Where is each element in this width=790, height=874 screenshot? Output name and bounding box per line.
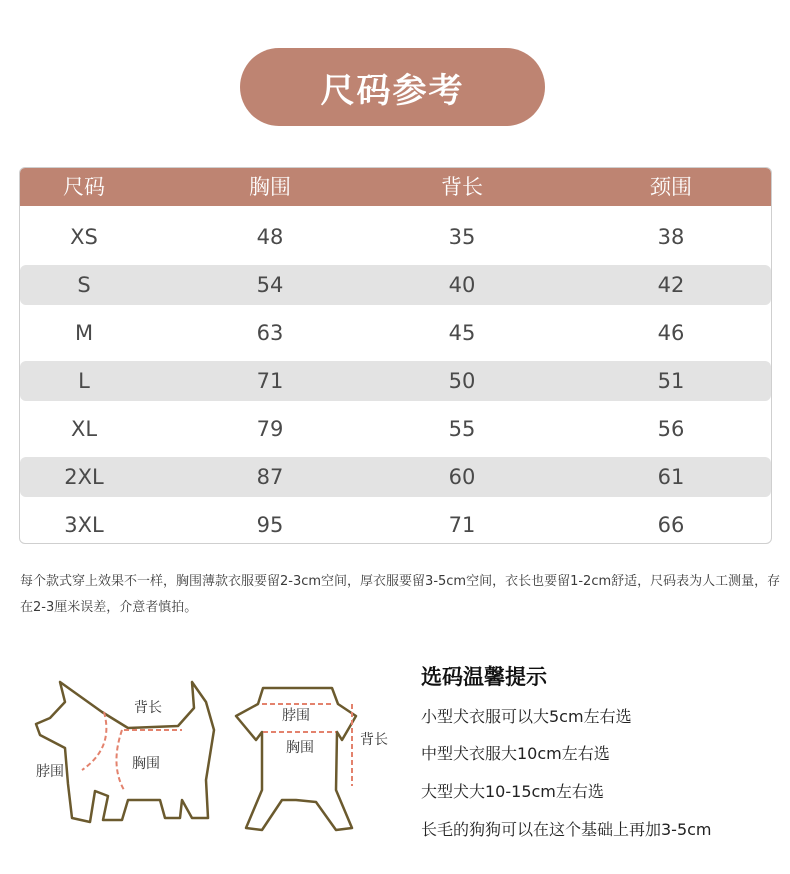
- cell-neck: 61: [657, 465, 685, 489]
- page-title: 尺码参考: [240, 48, 545, 126]
- cell-chest: 63: [256, 321, 284, 345]
- tip-item: 大型犬大10-15cm左右选: [421, 782, 604, 801]
- cell-back-length: 71: [448, 513, 476, 537]
- cell-chest: 71: [256, 369, 284, 393]
- measurement-note: 每个款式穿上效果不一样，胸围薄款衣服要留2-3cm空间，厚衣服要留3-5cm空间，衣长也要留1-2cm舒适，尺码表为人工测量，存在2-3厘米误差，介意者慎拍。: [20, 574, 781, 615]
- cell-neck: 66: [657, 513, 685, 537]
- cell-size: M: [74, 321, 94, 345]
- tip-item: 小型犬衣服可以大5cm左右选: [421, 707, 632, 726]
- dog-label-back: 背长: [134, 700, 162, 716]
- cell-neck: 42: [657, 273, 685, 297]
- cell-neck: 46: [657, 321, 685, 345]
- garment-label-back: 背长: [360, 732, 388, 748]
- header-size: 尺码: [63, 175, 105, 199]
- cell-back-length: 45: [448, 321, 476, 345]
- dog-neck-line: [82, 712, 106, 770]
- cell-chest: 79: [256, 417, 284, 441]
- cell-neck: 56: [657, 417, 685, 441]
- cell-size: 3XL: [64, 513, 104, 537]
- cell-chest: 48: [256, 225, 284, 249]
- cell-back-length: 55: [448, 417, 476, 441]
- cell-chest: 95: [256, 513, 284, 537]
- garment-label-neck: 脖围: [282, 708, 310, 724]
- cell-size: XL: [70, 417, 98, 441]
- cell-back-length: 60: [448, 465, 476, 489]
- dog-label-chest: 胸围: [132, 756, 160, 772]
- header-chest: 胸围: [249, 175, 291, 199]
- cell-size: XS: [70, 225, 98, 249]
- cell-back-length: 35: [448, 225, 476, 249]
- dog-chest-line: [116, 730, 124, 790]
- tip-item: 长毛的狗狗可以在这个基础上再加3-5cm: [421, 820, 712, 839]
- header-neck: 颈围: [650, 175, 692, 199]
- cell-back-length: 50: [448, 369, 476, 393]
- cell-size: 2XL: [64, 465, 104, 489]
- garment-label-chest: 胸围: [286, 740, 314, 756]
- cell-size: L: [78, 369, 90, 393]
- cell-back-length: 40: [448, 273, 476, 297]
- cell-chest: 87: [256, 465, 284, 489]
- tips-title: 选码温馨提示: [421, 665, 547, 689]
- dog-outline-icon: [36, 682, 214, 822]
- cell-size: S: [77, 273, 91, 297]
- cell-neck: 38: [657, 225, 685, 249]
- cell-neck: 51: [657, 369, 685, 393]
- dog-label-neck: 脖围: [36, 764, 64, 780]
- cell-chest: 54: [256, 273, 284, 297]
- header-back-length: 背长: [441, 175, 483, 199]
- tip-item: 中型犬衣服大10cm左右选: [421, 744, 610, 763]
